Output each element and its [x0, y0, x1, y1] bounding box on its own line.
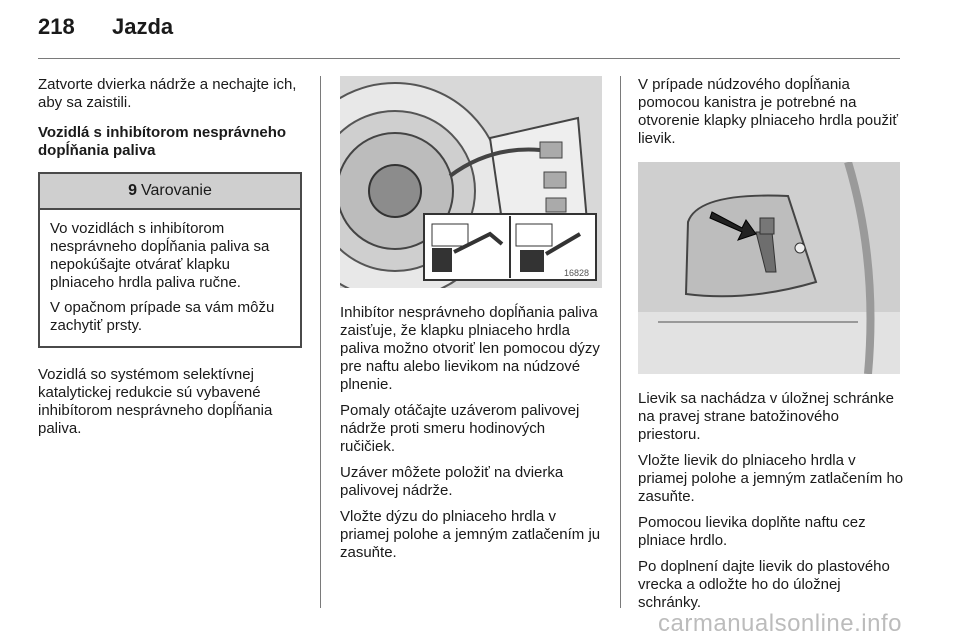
page-header [38, 14, 173, 50]
column-2 [340, 76, 604, 570]
paragraph: Vozidlá so systémom selektívnej katalytickej redukcie sú vybavené inhibítorom nesprávneho dopĺňania paliva. [38, 366, 273, 437]
warning-text: Vo vozidlách s inhibítorom nesprávneho dopĺňania paliva sa nepokúšajte otvárať klapku plniaceho hrdla paliva ručne. [50, 220, 270, 291]
page-number: 218 [38, 14, 75, 39]
paragraph: Uzáver môžete položiť na dvierka palivovej nádrže. [340, 464, 564, 499]
funnel-storage-illustration [638, 162, 900, 374]
warning-title: Varovanie [141, 182, 212, 199]
watermark: carmanualsonline.info [658, 610, 902, 637]
paragraph: Vložte lievik do plniaceho hrdla v priamej polohe a jemným zatlačením ho zasuňte. [638, 452, 904, 505]
column-divider-2 [620, 76, 621, 608]
paragraph: Zatvorte dvierka nádrže a nechajte ich, aby sa zaistili. [38, 76, 297, 111]
column-3 [638, 76, 904, 620]
warning-text: V opačnom prípade sa vám môžu zachytiť prsty. [50, 299, 275, 334]
section-heading: Vozidlá s inhibítorom nesprávneho dopĺňania paliva [38, 124, 287, 159]
paragraph: Pomocou lievika doplňte naftu cez plniace hrdlo. [638, 514, 866, 549]
header-rule [38, 58, 900, 59]
paragraph: Po doplnení dajte lievik do plastového vrecka a odložte ho do úložnej schránky. [638, 558, 890, 611]
figure-code: 16828 [564, 268, 590, 278]
paragraph: Inhibítor nesprávneho dopĺňania paliva zaisťuje, že klapku plniaceho hrdla paliva možno otvoriť len pomocou dýzy pre naftu alebo lievikom na núdzové plnenie. [340, 304, 600, 393]
paragraph: Vložte dýzu do plniaceho hrdla v priamej polohe a jemným zatlačením ju zasuňte. [340, 508, 601, 561]
paragraph: Lievik sa nachádza v úložnej schránke na pravej strane batožinového priestoru. [638, 390, 894, 443]
warning-box [38, 172, 302, 348]
chapter-title: Jazda [112, 14, 174, 39]
column-1 [38, 76, 302, 446]
paragraph: V prípade núdzového dopĺňania pomocou kanistra je potrebné na otvorenie klapky plniaceho hrdla použiť lievik. [638, 76, 898, 147]
warning-icon: 9 [128, 182, 138, 199]
warning-body [40, 210, 300, 346]
column-divider-1 [320, 76, 321, 608]
fuel-filler-illustration [340, 76, 602, 288]
warning-header [40, 174, 300, 210]
paragraph: Pomaly otáčajte uzáverom palivovej nádrže proti smeru hodinových ručičiek. [340, 402, 580, 455]
